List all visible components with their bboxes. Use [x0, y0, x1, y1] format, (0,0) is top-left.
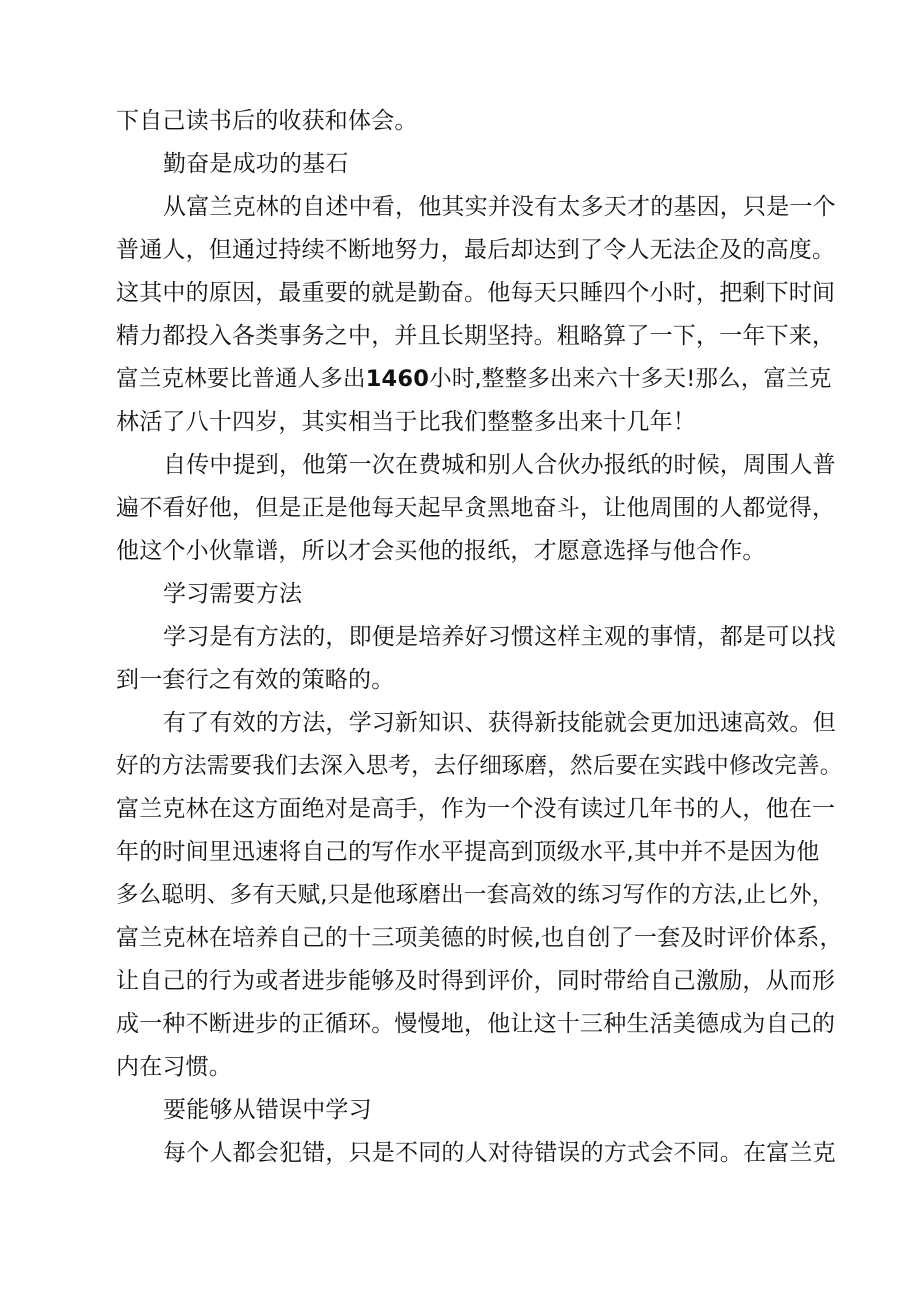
- text-line: 精力都投入各类事务之中，并且长期坚持。粗略算了一下，一年下来，: [116, 323, 836, 349]
- text-line: 内在习惯。: [116, 1054, 232, 1080]
- text-line: 富兰克林在培养自己的十三项美德的时候,也自创了一套及时评价体系，: [116, 925, 843, 951]
- text-line: 从富兰克林的自述中看，他其实并没有太多天才的基因，只是一个: [163, 194, 836, 220]
- text-line: 让自己的行为或者进步能够及时得到评价，同时带给自己激励，从而形: [116, 968, 836, 994]
- section-heading: 勤奋是成功的基石: [163, 151, 349, 177]
- text-line: 富兰克林在这方面绝对是高手，作为一个没有读过几年书的人，他在一: [116, 796, 836, 822]
- text-line: 自传中提到，他第一次在费城和别人合伙办报纸的时候，周围人普: [163, 452, 836, 478]
- text-line: 好的方法需要我们去深入思考，去仔细琢磨，然后要在实践中修改完善。: [116, 753, 843, 779]
- text-line: 到一套行之有效的策略的。: [116, 667, 395, 693]
- text-line: 多么聪明、多有天赋,只是他琢磨出一套高效的练习写作的方法,止匕外，: [116, 882, 835, 908]
- text-line: 他这个小伙靠谱，所以才会买他的报纸，才愿意选择与他合作。: [116, 538, 766, 564]
- section-heading: 学习需要方法: [163, 581, 303, 607]
- text-line: 下自己读书后的收获和体会。: [116, 108, 418, 134]
- text-line: 每个人都会犯错，只是不同的人对待错误的方式会不同。在富兰克: [163, 1140, 836, 1166]
- text-line: 遍不看好他，但是正是他每天起早贪黑地奋斗，让他周围的人都觉得，: [116, 495, 836, 521]
- text-line: 有了有效的方法，学习新知识、获得新技能就会更加迅速高效。但: [163, 710, 836, 736]
- section-heading: 要能够从错误中学习: [163, 1097, 372, 1123]
- text-line: 普通人，但通过持续不断地努力，最后却达到了令人无法企及的高度。: [116, 237, 836, 263]
- text-line: 年的时间里迅速将自己的写作水平提高到顶级水平,其中并不是因为他: [116, 839, 820, 865]
- text-segment: 小时,整整多出来六十多天!那么，富兰克: [429, 366, 832, 392]
- text-line: 林活了八十四岁，其实相当于比我们整整多出来十几年！: [116, 409, 696, 435]
- text-line: 成一种不断进步的正循环。慢慢地，他让这十三种生活美德成为自己的: [116, 1011, 836, 1037]
- text-line: 学习是有方法的，即便是培养好习惯这样主观的事情，都是可以找: [163, 624, 836, 650]
- text-segment: 富兰克林要比普通人多出: [116, 366, 366, 392]
- bold-number: 1460: [365, 366, 430, 392]
- text-line: 这其中的原因，最重要的就是勤奋。他每天只睡四个小时，把剩下时间: [116, 280, 836, 306]
- text-line: [116, 364, 832, 394]
